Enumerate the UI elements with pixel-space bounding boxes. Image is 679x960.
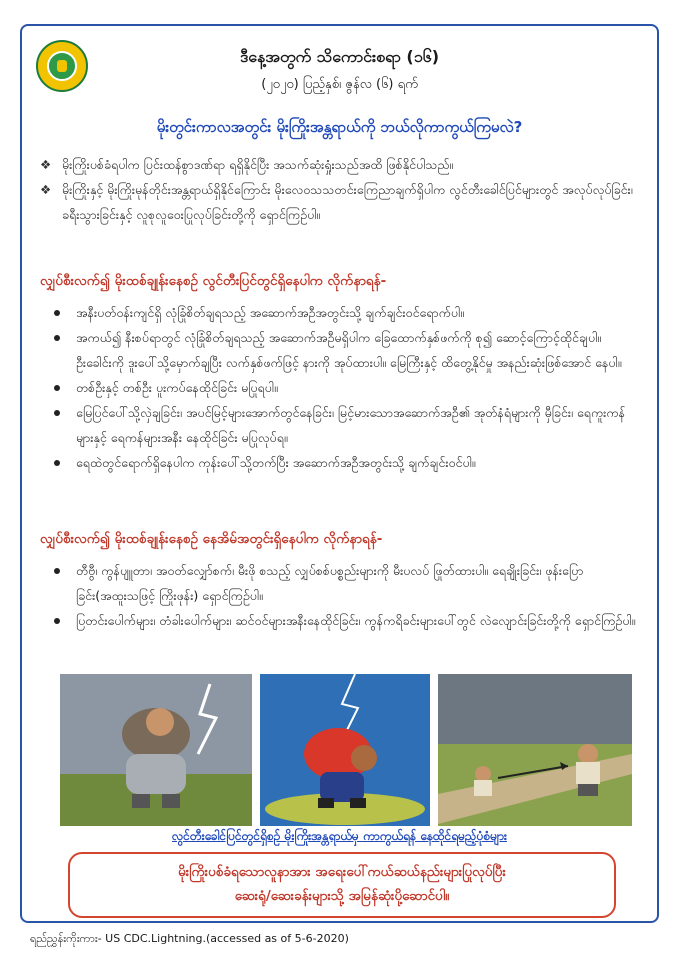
section2-heading: လျှပ်စီးလက်၍ မိုးထစ်ချုန်းနေစဉ် နေအိမ်အတွင်းရှိနေပါက လိုက်နာရန်-	[40, 531, 383, 547]
bullet-dot-icon	[54, 335, 60, 341]
list-item-text: မြေပြင်ပေါ်သို့လှဲချခြင်း၊ အပင်မြင့်များအောက်တွင်နေခြင်း၊ မြင့်မားသောအဆောက်အဦ၏ အုတ်နံရံများကို မှီခြင်း၊ ရေကူးကန်များနှင့် ရေကန်များအနီး နေထိုင်ခြင်း မပြုလုပ်ရ။	[76, 405, 626, 445]
intro-item	[40, 177, 640, 227]
warning-line-2: ဆေးရုံ/ဆေးခန်းများသို့ အမြန်ဆုံးပို့ဆောင်ပါ။	[234, 888, 450, 904]
page-title: ဒီနေ့အတွက် သိကောင်းစရာ (၁၆)	[239, 47, 440, 66]
intro-item	[40, 152, 640, 177]
bullet-dot-icon	[54, 310, 60, 316]
list-item	[40, 450, 640, 475]
diamond-bullet-icon: ❖	[40, 157, 52, 172]
list-item	[40, 400, 640, 450]
list-item	[40, 300, 640, 325]
intro-list	[40, 152, 640, 227]
crouching-person-storm-illustration	[60, 674, 252, 826]
bullet-dot-icon	[54, 385, 60, 391]
list-item	[40, 558, 640, 608]
section1-list	[40, 300, 640, 475]
warning-box	[68, 852, 616, 918]
bullet-dot-icon	[54, 460, 60, 466]
bullet-dot-icon	[54, 410, 60, 416]
source-reference: ရည်ညွှန်းကိုးကား- US CDC.Lightning.(accessed as of 5-6-2020)	[30, 932, 349, 945]
intro-text: မိုးကြိုးနှင့် မိုးကြိုးမုန်တိုင်းအန္တရာယ်ရှိနိုင်ကြောင်း မိုးလေဝသသတင်းကြေညာချက်ရှိပါက လွင်တီးခေါင်ပြင်များတွင် အလုပ်လုပ်ခြင်း၊ ခရီးသွားခြင်းနှင့် လူစုလူဝေးပြုလုပ်ခြင်းတို့ကို ရှောင်ကြဉ်ပါ။	[62, 182, 633, 222]
main-question: မိုးတွင်းကာလအတွင်း မိုးကြိုးအန္တရာယ်ကို ဘယ်လိုကာကွယ်ကြမလဲ?	[156, 118, 523, 136]
list-item	[40, 325, 640, 375]
list-item-text: တီဗွီ၊ ကွန်ပျူတာ၊ အဝတ်လျှော်စက်၊ မီးဖို စသည့် လျှပ်စစ်ပစ္စည်းများကို မီးပလပ် ဖြုတ်ထားပါ။ ရေချိုးခြင်း၊ ဖုန်းပြောခြင်း(အထူးသဖြင့် ကြိုးဖုန်း) ရှောင်ကြဉ်ပါ။	[76, 563, 584, 603]
section1-heading: လျှပ်စီးလက်၍ မိုးထစ်ချုန်းနေစဉ် လွင်တီးပြင်တွင်ရှိနေပါက လိုက်နာရန်-	[40, 273, 387, 289]
intro-text: မိုးကြိုးပစ်ခံရပါက ပြင်းထန်စွာဒဏ်ရာ ရရှိနိုင်ပြီး အသက်ဆုံးရှုံးသည်အထိ ဖြစ်နိုင်ပါသည်။	[62, 157, 454, 172]
illustration-caption: လွင်တီးခေါင်ပြင်တွင်ရှိစဉ် မိုးကြိုးအန္တရာယ်မှ ကာကွယ်ရန် နေထိုင်ရမည့်ပုံစံများ	[172, 829, 507, 843]
diamond-bullet-icon: ❖	[40, 182, 52, 197]
illustration-strip	[60, 674, 632, 826]
list-item-text: ပြတင်းပေါက်များ၊ တံခါးပေါက်များ၊ ဆင်ဝင်များအနီးနေထိုင်ခြင်း၊ ကွန်ကရိခင်းများပေါ်တွင် လဲလျောင်းခြင်းတို့ကို ရှောင်ကြဉ်ပါ။	[76, 613, 636, 628]
field-separation-illustration	[438, 674, 632, 826]
bullet-dot-icon	[54, 618, 60, 624]
page-date: (၂၀၂၀) ပြည့်နှစ်၊ ဇွန်လ (၆) ရက်	[261, 77, 418, 92]
list-item-text: အနီးပတ်ဝန်းကျင်ရှိ လုံခြုံစိတ်ချရသည့် အဆောက်အဦအတွင်းသို့ ချက်ချင်းဝင်ရောက်ပါ။	[76, 305, 464, 320]
list-item-text: တစ်ဦးနှင့် တစ်ဦး ပူးကပ်နေထိုင်ခြင်း မပြုရပါ။	[76, 380, 278, 395]
bullet-dot-icon	[54, 568, 60, 574]
warning-line-1: မိုးကြိုးပစ်ခံရသောလူနာအား အရေးပေါ်ကယ်ဆယ်နည်းများပြုလုပ်ပြီး	[178, 864, 506, 880]
list-item	[40, 375, 640, 400]
list-item-text: ရေထဲတွင်ရောက်ရှိနေပါက ကုန်းပေါ်သို့တက်ပြီး အဆောက်အဦအတွင်းသို့ ချက်ချင်းဝင်ပါ။	[76, 455, 476, 470]
section2-list	[40, 558, 640, 633]
list-item-text: အကယ်၍ နီးစပ်ရာတွင် လုံခြုံစိတ်ချရသည့် အဆောက်အဦမရှိပါက ခြေထောက်နှစ်ဖက်ကို စု၍ ဆောင့်ကြောင့်ထိုင်ချပါ။ ဦးခေါင်းကို ဒူးပေါ်သို့မှောက်ချပြီး လက်နှစ်ဖက်ဖြင့် နားကို အုပ်ထားပါ။ မြေကြီးနှင့် ထိတွေ့နိုင်မှု အနည်းဆုံးဖြစ်အောင် နေပါ။	[76, 330, 622, 370]
list-item	[40, 608, 640, 633]
lightning-crouch-illustration	[260, 674, 430, 826]
